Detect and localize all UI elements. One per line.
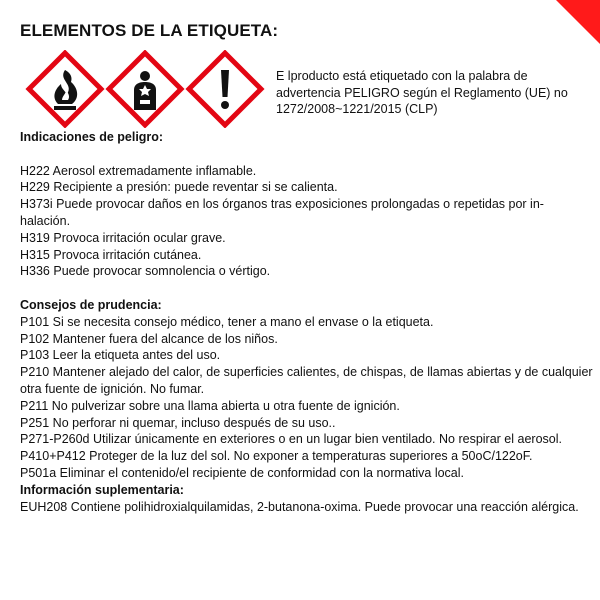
precaution-statement: P271-P260d Utilizar únicamente en exteriores o en un lugar bien ventilado. No respirar el aerosol. [20, 432, 562, 447]
hazard-statement: H336 Puede provocar somnolencia o vértigo. [20, 264, 271, 279]
precaution-statement: P410+P412 Proteger de la luz del sol. No exponer a temperaturas superiores a 50oC/122oF. [20, 449, 533, 464]
exclamation-icon [189, 53, 261, 125]
hazard-statement: H315 Provoca irritación cutánea. [20, 247, 202, 262]
precaution-statement: P211 No pulverizar sobre una llama abierta u otra fuente de ignición. [20, 398, 400, 413]
health-hazard-icon [109, 53, 181, 125]
ghs-pictograms [22, 50, 268, 128]
precaution-statement: P501a Eliminar el contenido/el recipiente de conformidad con la normativa local. [20, 465, 465, 480]
hazard-statement: H373i Puede provocar daños en los órganos tras exposiciones prolongadas o repetidas por in- [20, 197, 544, 212]
precaution-statement: otra fuente de ignición. No fumar. [20, 381, 205, 396]
precaution-heading: Consejos de prudencia: [20, 297, 162, 312]
flame-icon [29, 53, 101, 125]
hazard-statement: halación. [20, 213, 71, 228]
hazard-heading: Indicaciones de peligro: [20, 130, 164, 144]
hazard-statement: H229 Recipiente a presión: puede reventar si se calienta. [20, 180, 338, 195]
label-content [20, 129, 593, 515]
precaution-statement: P251 No perforar ni quemar, incluso después de su uso.. [20, 415, 336, 430]
hazard-statement: H222 Aerosol extremadamente inflamable. [20, 163, 257, 178]
hazard-statement: H319 Provoca irritación ocular grave. [20, 230, 226, 245]
precaution-statement: P102 Mantener fuera del alcance de los niños. [20, 331, 278, 346]
precaution-statement: P101 Si se necesita consejo médico, tener a mano el envase o la etiqueta. [20, 314, 434, 329]
page-title: ELEMENTOS DE LA ETIQUETA: [20, 21, 279, 40]
precaution-statement: P103 Leer la etiqueta antes del uso. [20, 348, 221, 363]
corner-accent [556, 0, 600, 44]
signal-word-note: E lproducto está etiquetado con la palabra de advertencia PELIGRO según el Reglamento (UE) no 1272/2008~1221/2015 (CLP) [276, 69, 568, 116]
precaution-statement: P210 Mantener alejado del calor, de superficies calientes, de chispas, de llamas abiertas y de cualquier [20, 365, 593, 380]
supplementary-heading: Información suplementaria: [20, 482, 184, 497]
supplementary-statement: EUH208 Contiene polihidroxialquilamidas, 2-butanona-oxima. Puede provocar una reacción alérgica. [20, 499, 579, 514]
